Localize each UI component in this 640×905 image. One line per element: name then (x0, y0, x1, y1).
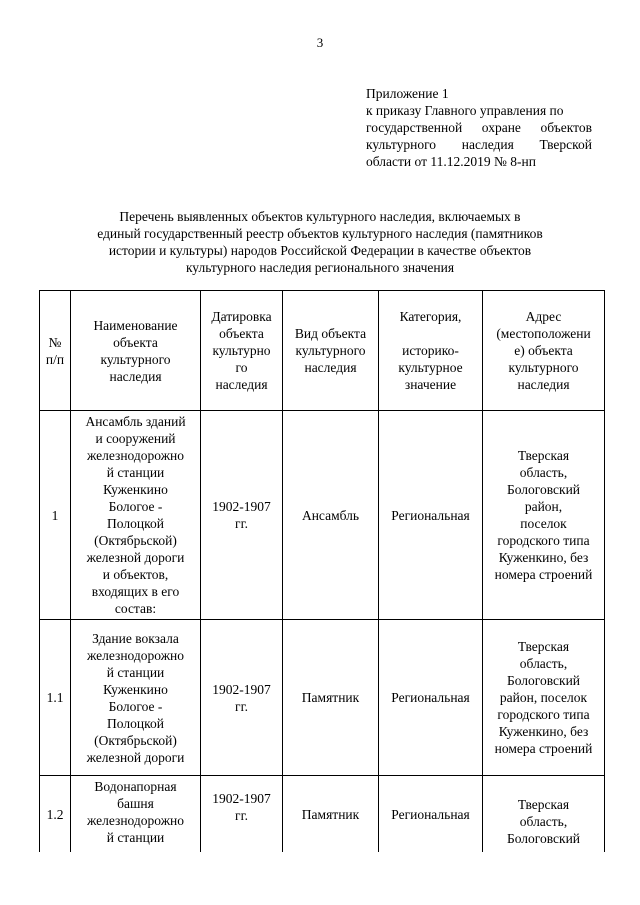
row-name (71, 776, 201, 853)
title-line-3: истории и культуры) народов Российской Федерации в качестве объектов (108, 243, 532, 258)
appendix-header (366, 85, 592, 170)
row-number: 1 (40, 411, 71, 620)
appendix-line-3: государственной охране объектов (366, 120, 592, 135)
table-row (40, 411, 605, 620)
row-date: 1902-1907 гг. (201, 411, 283, 620)
row-name: Ансамбль зданий и сооружений железнодорожно й станции Куженкино Бологое - Полоцкой (Октябрьской) железной дороги и объектов, входящих в его состав: (71, 411, 201, 620)
row-address: Тверская область, Бологовский район, поселок городского типа Куженкино, без номера строений (483, 411, 605, 620)
header-address: Адрес (местоположени е) объекта культурного наследия (483, 291, 605, 411)
table-header-row (40, 291, 605, 411)
header-kind: Вид объекта культурного наследия (283, 291, 379, 411)
title-line-2: единый государственный реестр объектов культурного наследия (памятников (97, 226, 543, 241)
appendix-line-5: области от 11.12.2019 № 8-нп (366, 154, 536, 169)
row-address (483, 776, 605, 853)
row-date (201, 776, 283, 853)
row-date-text: 1902-1907 гг. (212, 791, 271, 823)
row-name: Здание вокзала железнодорожно й станции Куженкино Бологое - Полоцкой (Октябрьской) железной дороги (71, 620, 201, 776)
row-category: Региональная (379, 411, 483, 620)
row-category: Региональная (379, 620, 483, 776)
appendix-line-2: к приказу Главного управления по (366, 103, 564, 118)
row-number: 1.1 (40, 620, 71, 776)
table-row (40, 620, 605, 776)
appendix-line-4: культурного наследия Тверской (366, 137, 592, 152)
table-row (40, 776, 605, 853)
title-line-4: культурного наследия регионального значения (185, 260, 455, 275)
header-date: Датировка объекта культурно го наследия (201, 291, 283, 411)
header-category: Категория, историко- культурное значение (379, 291, 483, 411)
row-name-text: Водонапорная башня железнодорожно й станции (86, 779, 185, 845)
header-number: № п/п (40, 291, 71, 411)
row-number-text: 1.2 (46, 806, 64, 822)
appendix-line-1: Приложение 1 (366, 86, 449, 101)
row-date: 1902-1907 гг. (201, 620, 283, 776)
title-line-1: Перечень выявленных объектов культурного наследия, включаемых в (119, 209, 521, 224)
row-kind-text: Памятник (301, 806, 360, 822)
page-number: 3 (316, 35, 324, 50)
row-category-text: Региональная (391, 806, 470, 822)
row-address: Тверская область, Бологовский район, поселок городского типа Куженкино, без номера строений (483, 620, 605, 776)
row-kind: Ансамбль (283, 411, 379, 620)
row-kind (283, 776, 379, 853)
row-category (379, 776, 483, 853)
row-address-text: Тверская область, Бологовский (506, 797, 581, 846)
row-number (40, 776, 71, 853)
heritage-objects-table (39, 290, 605, 852)
header-name: Наименование объекта культурного наследия (71, 291, 201, 411)
document-title (80, 208, 560, 276)
row-kind: Памятник (283, 620, 379, 776)
